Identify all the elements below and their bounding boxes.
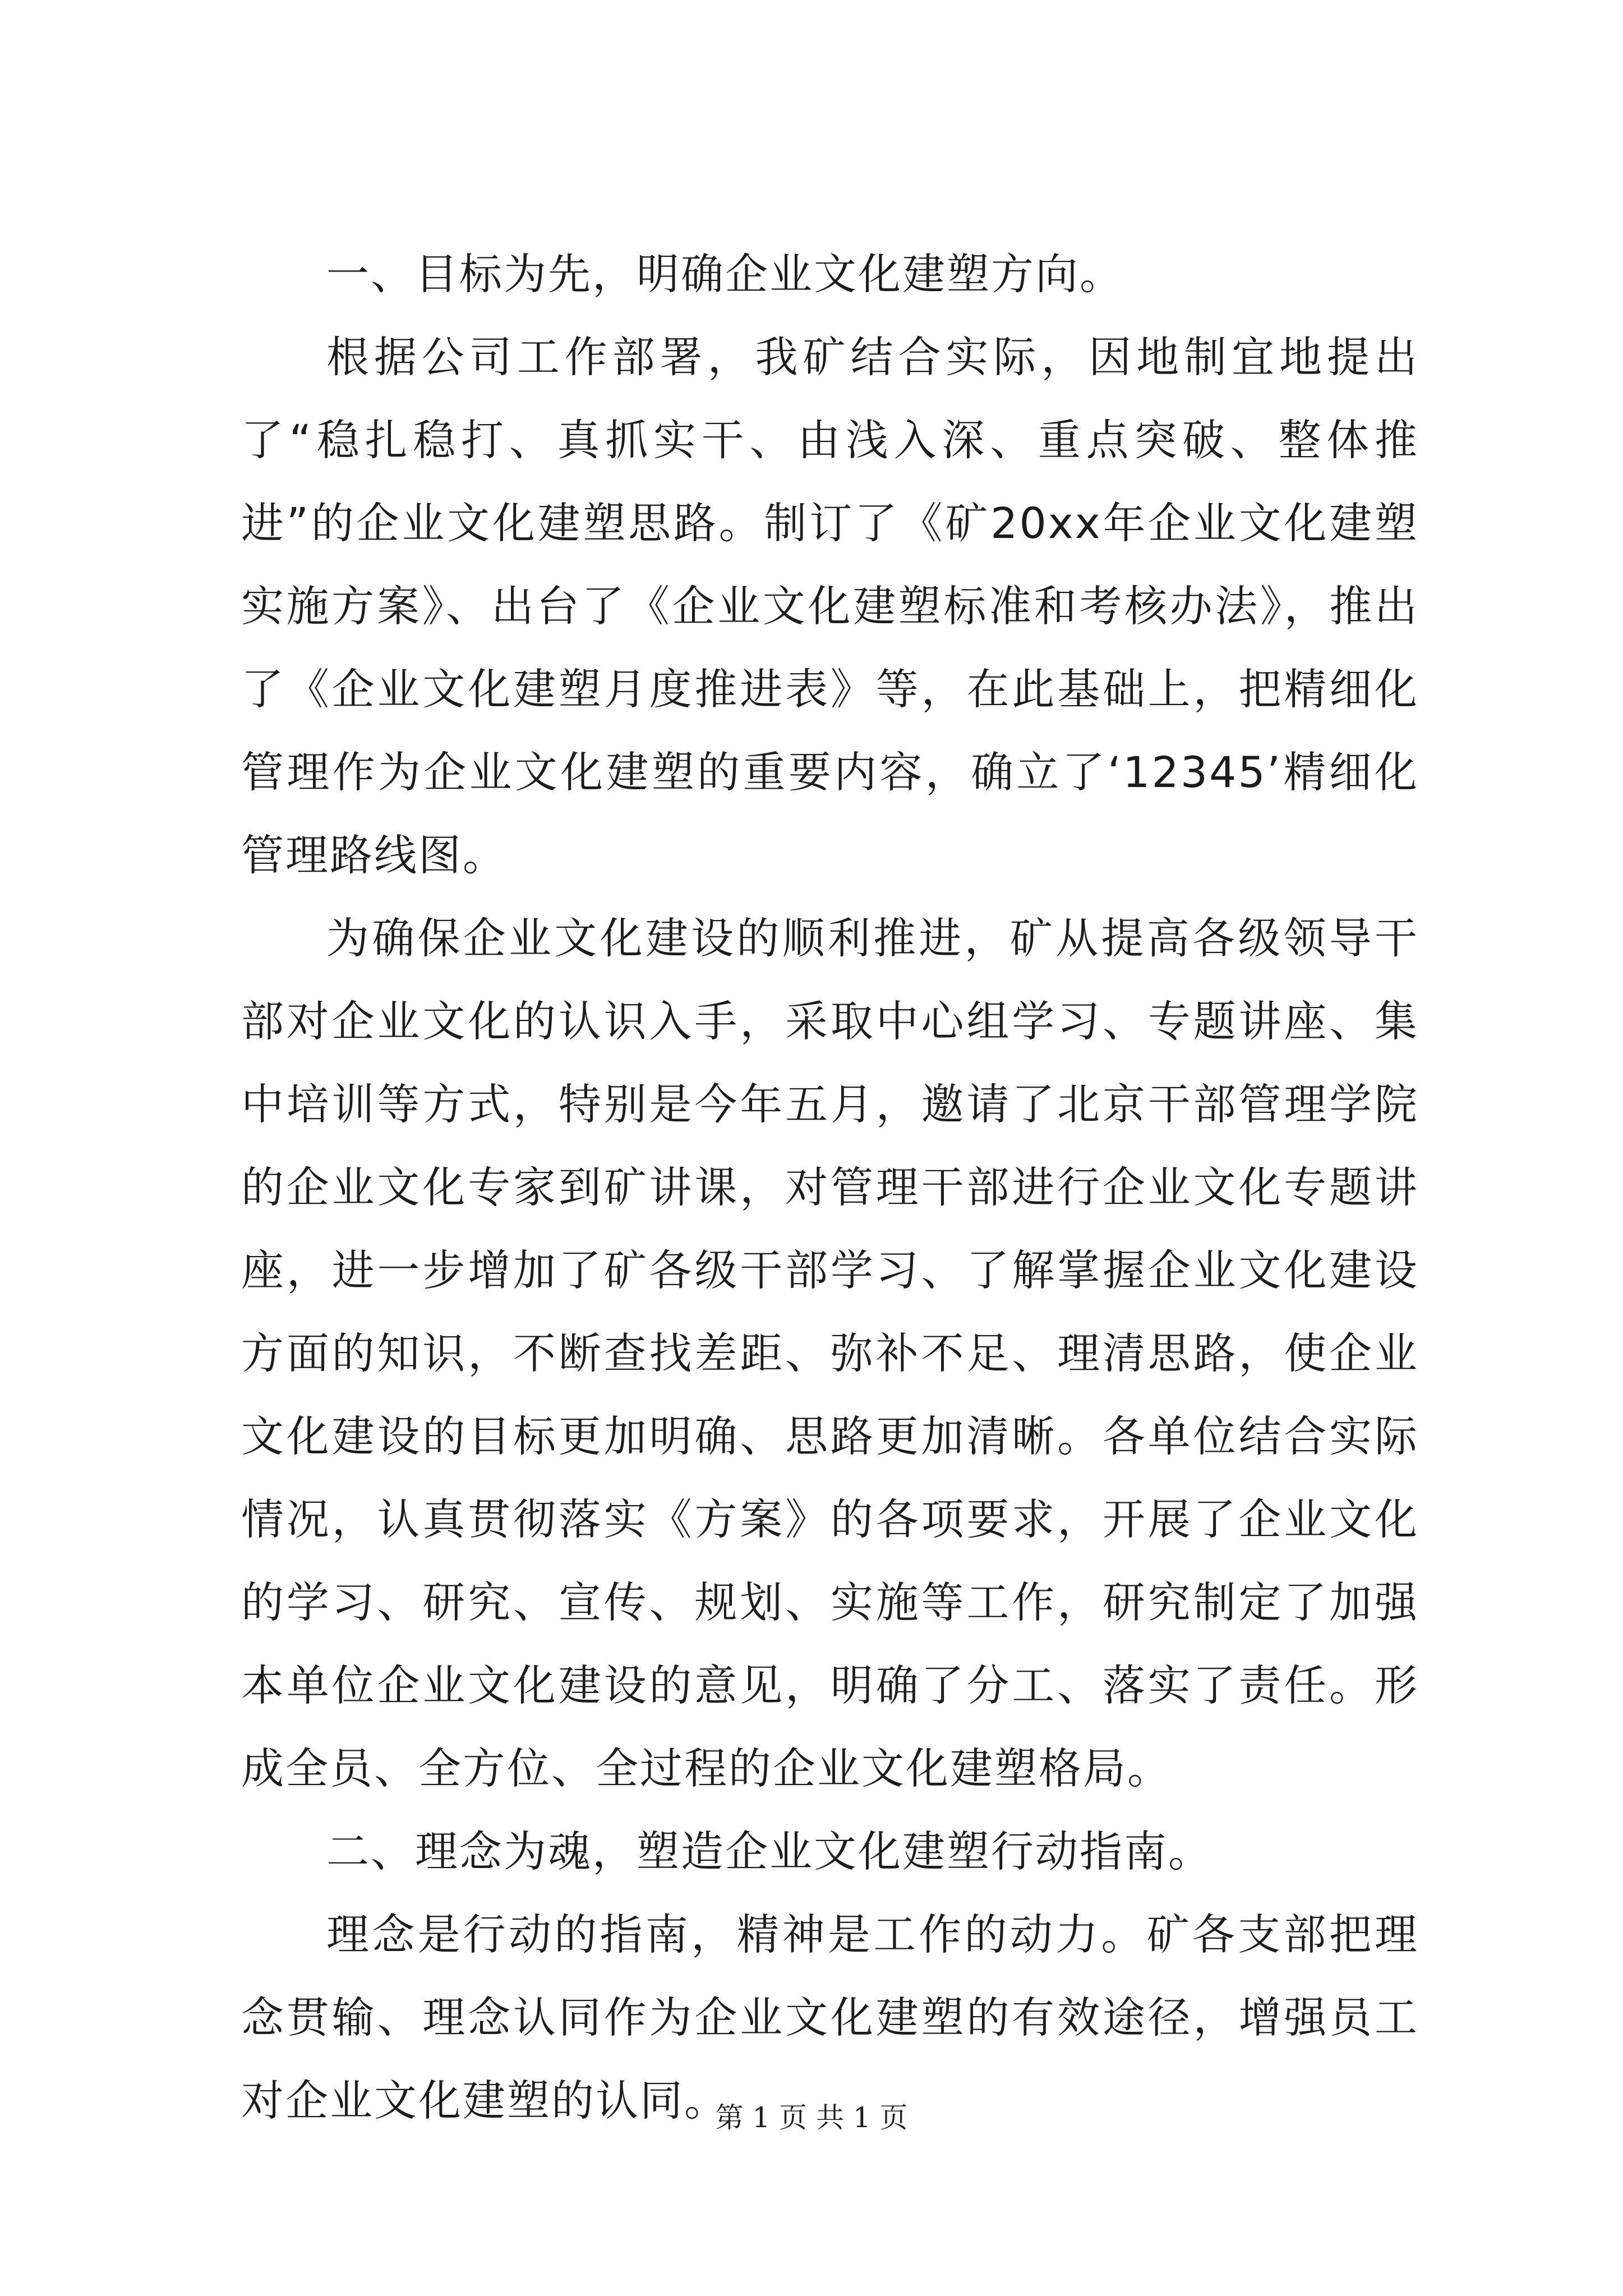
document-body bbox=[241, 233, 1419, 2142]
page-number-footer: 第 1 页 共 1 页 bbox=[715, 2101, 908, 2134]
section-heading-2: 二、理念为魂，塑造企业文化建塑行动指南。 bbox=[326, 1826, 1212, 1876]
paragraph: 理念是行动的指南，精神是工作的动力。矿各支部把理念贯输、理念认同作为企业文化建塑的有效途径，增强员工对企业文化建塑的认同。 bbox=[241, 1910, 1419, 2125]
paragraph: 为确保企业文化建设的顺利推进，矿从提高各级领导干部对企业文化的认识入手，采取中心组学习、专题讲座、集中培训等方式，特别是今年五月，邀请了北京干部管理学院的企业文化专家到矿讲课，对管理干部进行企业文化专题讲座，进一步增加了矿各级干部学习、了解掌握企业文化建设方面的知识，不断查找差距、弥补不足、理清思路，使企业文化建设的目标更加明确、思路更加清晰。各单位结合实际情况，认真贯彻落实《方案》的各项要求，开展了企业文化的学习、研究、宣传、规划、实施等工作，研究制定了加强本单位企业文化建设的意见，明确了分工、落实了责任。形成全员、全方位、全过程的企业文化建塑格局。 bbox=[241, 913, 1419, 1793]
paragraph: 根据公司工作部署，我矿结合实际，因地制宜地提出了“稳扎稳打、真抓实干、由浅入深、重点突破、整体推进”的企业文化建塑思路。制订了《矿20xx年企业文化建塑实施方案》、出台了《企业文化建塑标准和考核办法》，推出了《企业文化建塑月度推进表》等，在此基础上，把精细化管理作为企业文化建塑的重要内容，确立了‘12345’精细化管理路线图。 bbox=[241, 332, 1419, 880]
section-heading-1: 一、目标为先，明确企业文化建塑方向。 bbox=[326, 249, 1124, 299]
